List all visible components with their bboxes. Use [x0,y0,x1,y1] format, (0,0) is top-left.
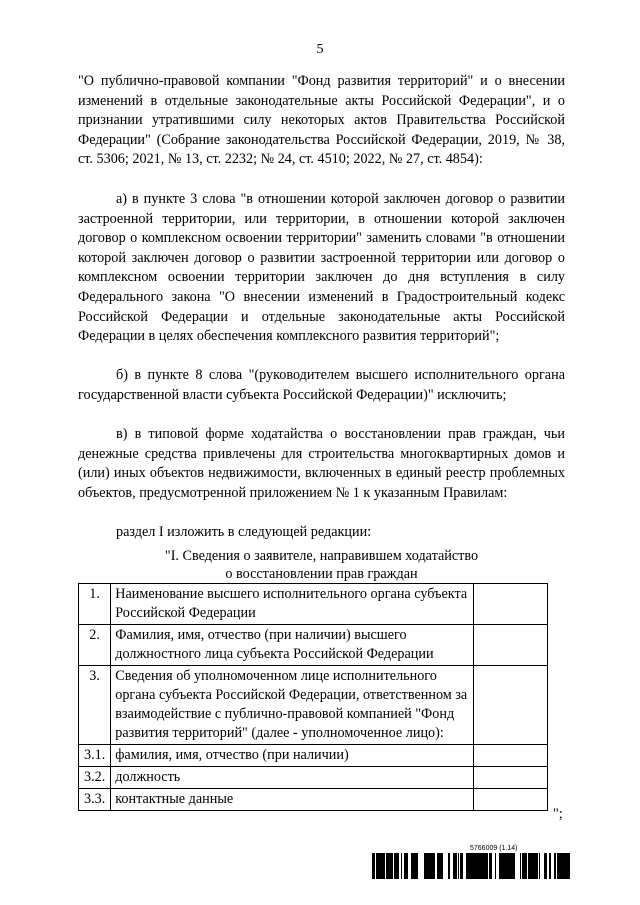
barcode-bar [549,853,550,879]
barcode-bar [386,853,388,879]
barcode-bar [431,853,433,879]
barcode-bar [381,853,382,879]
barcode-bar [501,853,504,879]
barcode-bar [382,853,384,879]
item-v-paragraph: в) в типовой форме ходатайства о восстановлении прав граждан, чьи денежные средства привлечены для строительства многоквартирных домов и (или) иных объектов недвижимости, включенных в единый реестр проблемных объектов, предусмотренной приложением № 1 к указанным Правилам: [78,426,565,501]
barcode-bar [456,853,457,879]
row-number: 3. [79,666,111,745]
section-intro-paragraph: раздел I изложить в следующей редакции: [116,524,372,540]
barcode-bar [426,853,427,879]
row-number: 1. [79,584,111,625]
item-b-paragraph: б) в пункте 8 слова "(руководителем высшего исполнительного органа государственной власти субъекта Российской Федерации)" исключить; [78,367,565,403]
intro-paragraph: "О публично-правовой компании "Фонд развития территорий" и о внесении изменений в отдельные законодательные акты Российской Федерации", и о признании утратившими силу некоторых актов Правительства Российской Федерации" (Собрание законодательства Российской Федерации, 2019, № 38, ст. 5306; 2021, № 13, ст. 2232; № 24, ст. 4510; 2022, № 27, ст. 4854): [78,73,565,168]
applicant-info-table [78,583,548,811]
barcode-bar [411,853,412,879]
barcode-bar [469,853,470,879]
barcode-bar [378,853,381,879]
barcode-bar [525,853,526,879]
barcode-bar [376,853,378,879]
barcode-bar [455,853,456,879]
row-text: Сведения об уполномоченном лице исполнительного органа субъекта Российской Федерации, ответственном за взаимодействие с публично-правовой компанией "Фонд развития территорий" (далее - уполномоченное лицо): [111,666,474,745]
barcode-bar [478,853,479,879]
row-text: контактные данные [111,789,474,811]
table-row [79,625,548,666]
barcode-bar [495,853,496,879]
item-a-paragraph: а) в пункте 3 слова "в отношении которой заключен договор о развитии застроенной территории, или территории, в отношении которой заключен договор о комплексном освоении территории" заменить словами "в отношении которой заключен договор о развитии застроенной территории или договор о комплексном освоении территории заключен до дня вступления в силу Федерального закона "О внесении изменений в Градостроительный кодекс Российской Федерации и отдельные законодательные акты Российской Федерации в целях обеспечения комплексного развития территорий"; [78,191,565,345]
section-heading-line1: "I. Сведения о заявителе, направившем ходатайство [164,548,479,564]
barcode-bar [499,853,501,879]
barcode-bar [439,853,442,879]
barcode-bar [522,853,524,879]
barcode-bar [390,853,393,879]
barcode-bar [526,853,527,879]
table-row [79,745,548,767]
barcode-bar [544,853,546,879]
barcode-bar [404,853,406,879]
document-code: 5766009 (1.14) [470,845,518,852]
row-value-cell [474,767,548,789]
barcode-bar [407,853,408,879]
barcode-bar [532,853,533,879]
row-value-cell [474,666,548,745]
page-number: 5 [316,42,324,57]
barcode-bar [529,853,531,879]
barcode-bar [520,853,521,879]
barcode-bar [475,853,478,879]
barcode-bar [416,853,418,879]
barcode-bar [528,853,529,879]
barcode-bar [569,853,570,879]
barcode-bar [546,853,547,879]
barcode-bar [394,853,395,879]
barcode-bar [482,853,485,879]
barcode-bar [514,853,515,879]
barcode-bar [563,853,566,879]
barcode-bar [448,853,449,879]
row-number: 3.1. [79,745,111,767]
barcode-bar [510,853,512,879]
barcode-bar [406,853,407,879]
barcode-bar [388,853,390,879]
row-number: 2. [79,625,111,666]
table-row [79,666,548,745]
barcode-bar [460,853,461,879]
barcode-bar [533,853,536,879]
barcode-bar [401,853,402,879]
barcode-bar [489,853,492,879]
barcode-bar [454,853,455,879]
section-heading-line2: о восстановлении прав граждан [225,566,418,582]
barcode-bar [397,853,399,879]
row-value-cell [474,789,548,811]
barcode-bar [554,853,556,879]
barcode-bar [433,853,435,879]
row-text: Наименование высшего исполнительного органа субъекта Российской Федерации [111,584,474,625]
row-text: Фамилия, имя, отчество (при наличии) высшего должностного лица субъекта Российской Федерации [111,625,474,666]
barcode-bar [461,853,462,879]
barcode-bar [412,853,413,879]
row-text: должность [111,767,474,789]
barcode-bar [395,853,397,879]
barcode-bar [413,853,415,879]
barcode-bar [374,853,375,879]
barcode-bar [474,853,475,879]
row-value-cell [474,584,548,625]
table-row [79,584,548,625]
closing-quote-mark: "; [553,806,563,822]
barcode-bar [504,853,505,879]
row-number: 3.2. [79,767,111,789]
barcode-bar [373,853,374,879]
barcode-bar [415,853,416,879]
barcode-bar [384,853,385,879]
barcode-image [372,853,570,879]
barcode-bar [557,853,560,879]
table-row [79,789,548,811]
barcode-bar [372,853,373,879]
barcode-bar [473,853,474,879]
barcode-bar [462,853,463,879]
barcode-bar [427,853,428,879]
barcode-bar [531,853,532,879]
barcode-bar [442,853,443,879]
barcode-bar [437,853,439,879]
barcode-bar [479,853,482,879]
barcode-bar [508,853,510,879]
barcode-bar [470,853,472,879]
barcode-bar [453,853,454,879]
barcode-bar [505,853,508,879]
barcode-bar [566,853,569,879]
row-value-cell [474,745,548,767]
barcode-bar [458,853,459,879]
barcode-bar [536,853,538,879]
barcode-bar [550,853,551,879]
barcode-bar [485,853,488,879]
barcode-bar [561,853,563,879]
row-value-cell [474,625,548,666]
row-number: 3.3. [79,789,111,811]
barcode-bar [424,853,426,879]
table-row [79,767,548,789]
barcode-bar [428,853,431,879]
barcode-bar [472,853,473,879]
row-text: фамилия, имя, отчество (при наличии) [111,745,474,767]
barcode-bar [449,853,450,879]
barcode-bar [560,853,561,879]
barcode-bar [524,853,525,879]
barcode-bar [466,853,469,879]
barcode-bar [539,853,540,879]
barcode-bar [512,853,514,879]
